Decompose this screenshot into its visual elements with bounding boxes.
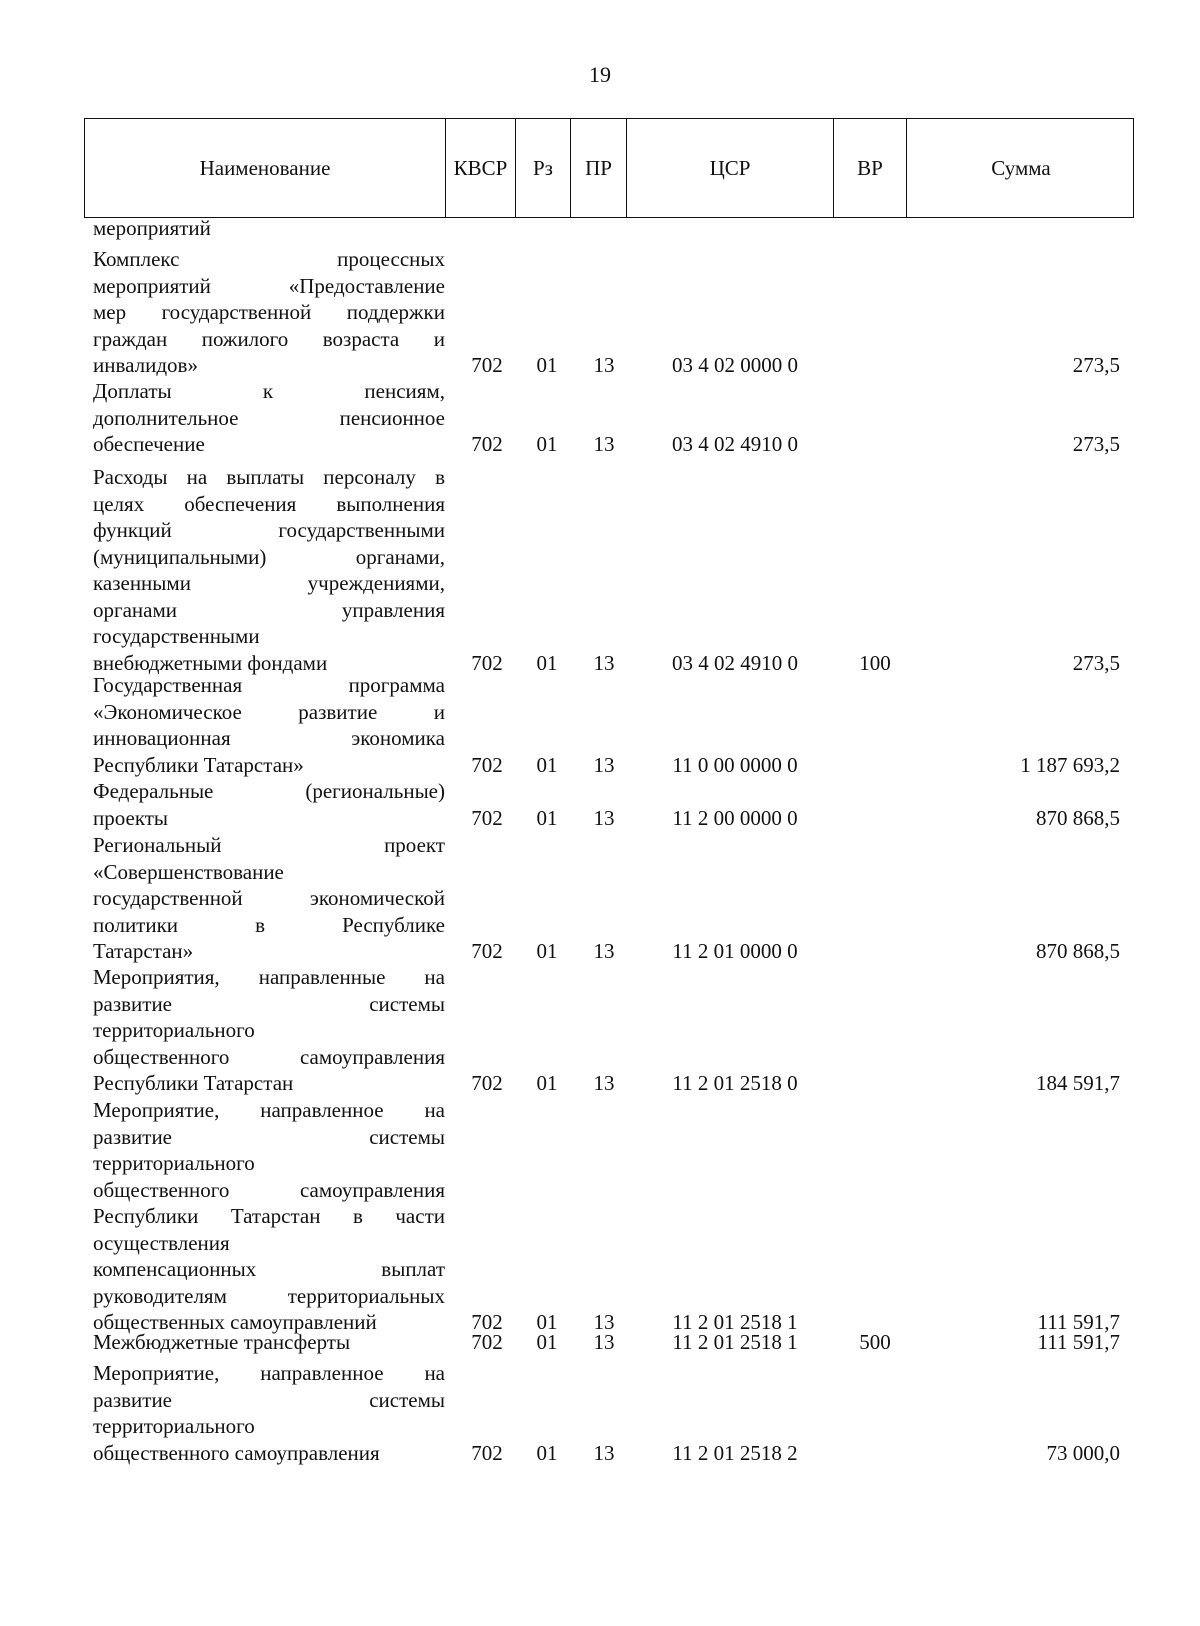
row-name <box>93 1329 445 1356</box>
row-kvsr: 702 <box>471 1310 503 1334</box>
row-kvsr: 702 <box>471 432 503 456</box>
row-name-line: руководителям территориальных <box>93 1283 445 1308</box>
row-name-line: дополнительное пенсионное <box>93 405 445 430</box>
row-pr: 13 <box>593 752 615 777</box>
row-sum: 273,5 <box>1072 432 1120 456</box>
row-kvsr: 702 <box>471 1330 503 1354</box>
row-name-line: развитие системы <box>93 1387 445 1412</box>
row-name-line: инвалидов» <box>93 353 198 377</box>
row-rz: 01 <box>536 353 558 377</box>
row-pr: 13 <box>593 1310 615 1334</box>
row-name-line: Мероприятие, направленное на <box>93 1361 445 1385</box>
page-number: 19 <box>589 62 611 87</box>
row-kvsr: 702 <box>471 353 503 377</box>
row-name-line: государственными <box>93 624 260 648</box>
row-rz: 01 <box>536 432 558 456</box>
row-rz: 01 <box>536 1071 558 1095</box>
row-rz: 01 <box>536 752 558 777</box>
row-name-line: компенсационных выплат <box>93 1257 445 1281</box>
row-sum: 111 591,7 <box>1037 1330 1120 1354</box>
column-header-kvsr: КВСР <box>445 119 515 217</box>
row-name-line: инновационная экономика <box>93 726 445 750</box>
row-name <box>93 1097 445 1336</box>
row-kvsr: 702 <box>471 805 503 830</box>
row-rz: 01 <box>536 1440 558 1465</box>
row-csr: 11 2 01 2518 1 <box>672 1330 798 1354</box>
row-name-line: функций государственными <box>93 518 445 542</box>
column-header-name: Наименование <box>199 155 331 180</box>
row-name-line: обеспечение <box>93 432 205 456</box>
row-csr: 03 4 02 0000 0 <box>672 353 798 377</box>
row-vr: 100 <box>859 650 891 675</box>
row-pr: 13 <box>593 432 615 456</box>
row-csr: 11 2 01 2518 2 <box>672 1440 798 1465</box>
row-name-line: мероприятий <box>93 216 211 240</box>
row-name-line: Региональный проект <box>93 833 445 857</box>
column-header-csr: ЦСР <box>626 119 833 217</box>
row-name-line: Федеральные (региональные) <box>93 779 445 803</box>
row-name-line: общественного самоуправления <box>93 1440 380 1465</box>
row-csr: 11 2 00 0000 0 <box>672 805 798 830</box>
row-rz: 01 <box>536 1330 558 1354</box>
row-name-line: казенными учреждениями, <box>93 571 445 595</box>
row-name-line: «Экономическое развитие и <box>93 699 445 724</box>
row-name <box>93 246 445 379</box>
column-header-vr: ВР <box>833 119 906 217</box>
row-sum: 273,5 <box>1072 353 1120 377</box>
row-name <box>93 464 445 676</box>
row-vr: 500 <box>859 1330 891 1354</box>
row-name-line: общественных самоуправлений <box>93 1310 377 1334</box>
row-name-line: мероприятий «Предоставление <box>93 273 445 298</box>
row-pr: 13 <box>593 1440 615 1465</box>
row-name <box>93 215 445 242</box>
row-name-line: общественного самоуправления <box>93 1177 445 1202</box>
row-name-line: политики в Республике <box>93 912 445 937</box>
row-name-line: развитие системы <box>93 991 445 1016</box>
row-name-line: «Совершенствование <box>93 859 284 884</box>
row-csr: 11 2 01 0000 0 <box>672 939 798 963</box>
row-sum: 1 187 693,2 <box>1020 752 1120 777</box>
row-name-line: осуществления <box>93 1230 230 1255</box>
row-name-line: государственной экономической <box>93 886 445 910</box>
row-name-line: мер государственной поддержки <box>93 300 445 324</box>
row-sum: 273,5 <box>1072 650 1120 675</box>
row-name <box>93 778 445 831</box>
table-header <box>84 118 1134 218</box>
row-sum: 870 868,5 <box>1036 939 1120 963</box>
row-name <box>93 1360 445 1466</box>
row-name-line: развитие системы <box>93 1124 445 1149</box>
row-name-line: Республики Татарстан <box>93 1071 294 1095</box>
row-name <box>93 378 445 458</box>
column-header-sum: Сумма <box>906 119 1135 217</box>
row-name-line: органами управления <box>93 597 445 622</box>
row-rz: 01 <box>536 1310 558 1334</box>
row-sum: 184 591,7 <box>1036 1071 1120 1095</box>
row-name-line: Государственная программа <box>93 673 445 697</box>
row-pr: 13 <box>593 1071 615 1095</box>
row-name-line: проекты <box>93 805 169 830</box>
row-csr: 11 2 01 2518 1 <box>672 1310 798 1334</box>
row-name-line: общественного самоуправления <box>93 1044 445 1069</box>
row-name-line: территориального <box>93 1414 255 1438</box>
row-kvsr: 702 <box>471 939 503 963</box>
row-name-line: Расходы на выплаты персоналу в <box>93 465 445 489</box>
row-pr: 13 <box>593 1330 615 1354</box>
row-sum: 870 868,5 <box>1036 805 1120 830</box>
row-name-line: целях обеспечения выполнения <box>93 491 445 516</box>
row-name-line: Татарстан» <box>93 939 194 963</box>
row-pr: 13 <box>593 805 615 830</box>
row-csr: 03 4 02 4910 0 <box>672 650 798 675</box>
row-kvsr: 702 <box>471 752 503 777</box>
row-sum: 73 000,0 <box>1046 1440 1120 1465</box>
row-name <box>93 832 445 965</box>
row-name-line: Республики Татарстан в части <box>93 1204 445 1228</box>
row-name-line: Мероприятия, направленные на <box>93 965 445 989</box>
row-rz: 01 <box>536 650 558 675</box>
row-name-line: Доплаты к пенсиям, <box>93 379 445 403</box>
row-name-line: (муниципальными) органами, <box>93 544 445 569</box>
row-name-line: Комплекс процессных <box>93 247 445 271</box>
row-rz: 01 <box>536 805 558 830</box>
row-kvsr: 702 <box>471 1071 503 1095</box>
row-pr: 13 <box>593 650 615 675</box>
row-rz: 01 <box>536 939 558 963</box>
row-csr: 11 2 01 2518 0 <box>672 1071 798 1095</box>
row-name-line: Республики Татарстан» <box>93 752 304 777</box>
column-header-pr: ПР <box>570 119 626 217</box>
row-csr: 11 0 00 0000 0 <box>672 752 798 777</box>
row-csr: 03 4 02 4910 0 <box>672 432 798 456</box>
row-pr: 13 <box>593 353 615 377</box>
row-sum: 111 591,7 <box>1037 1310 1120 1334</box>
row-name-line: территориального <box>93 1151 255 1175</box>
row-kvsr: 702 <box>471 650 503 675</box>
row-name-line: внебюджетными фондами <box>93 650 328 675</box>
row-pr: 13 <box>593 939 615 963</box>
row-name-line: территориального <box>93 1018 255 1042</box>
column-header-rz: Рз <box>515 119 570 217</box>
row-kvsr: 702 <box>471 1440 503 1465</box>
row-name-line: Межбюджетные трансферты <box>93 1330 351 1354</box>
row-name <box>93 964 445 1097</box>
row-name <box>93 672 445 778</box>
row-name-line: Мероприятие, направленное на <box>93 1098 445 1122</box>
row-name-line: граждан пожилого возраста и <box>93 326 445 351</box>
